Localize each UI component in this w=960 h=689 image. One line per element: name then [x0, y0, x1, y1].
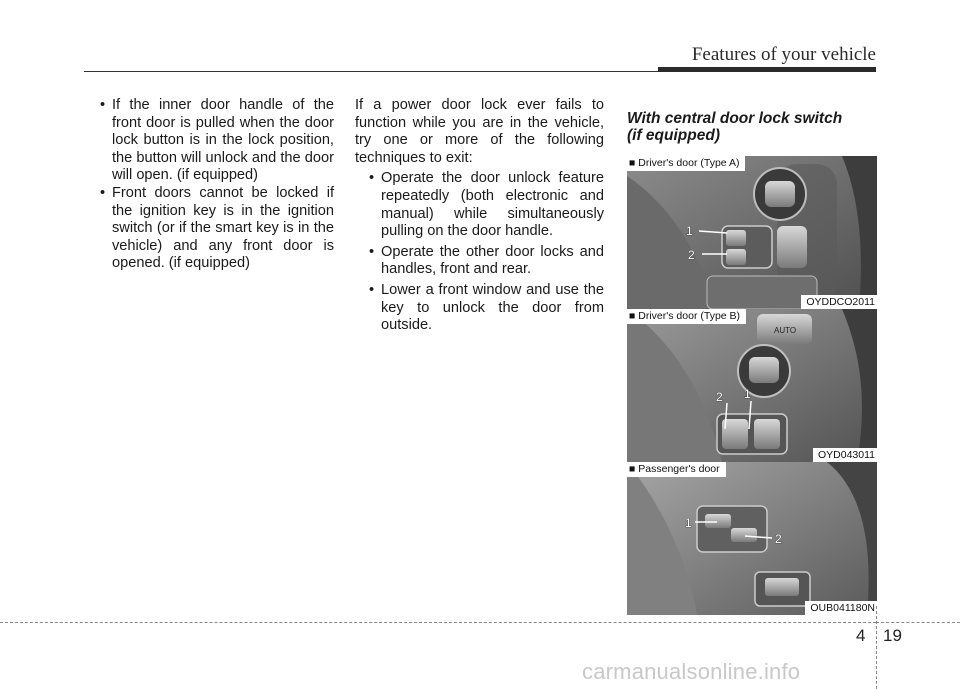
callout-number: 1: [744, 387, 751, 401]
bullet-text: Front doors cannot be locked if the ignition key is in the ignition switch (or if the smart key is in the vehicle) and any front door is opened. (if equipped): [112, 184, 334, 272]
page-number: 19: [883, 626, 902, 645]
figure-caption: ■ Passenger's door: [627, 462, 726, 477]
figure-code: OUB041180N: [805, 601, 877, 615]
figure-drivers-door-type-b: [627, 309, 877, 462]
auto-label: AUTO: [774, 326, 797, 335]
footer-rule: [876, 622, 960, 623]
bullet: •: [369, 170, 375, 187]
list-item: [355, 244, 604, 279]
intro-paragraph: If a power door lock ever fails to function while you are in the vehicle, try one or more of the following techniques to exit:: [355, 97, 604, 166]
section-heading-line: (if equipped): [627, 127, 720, 144]
header-rule: [84, 71, 658, 72]
bullet: •: [369, 243, 375, 260]
running-header: Features of your vehicle: [691, 44, 876, 65]
bullet: •: [100, 97, 106, 113]
middle-column: [355, 97, 604, 335]
bullet-text: Lower a front window and use the key to unlock the door from outside.: [381, 281, 604, 334]
list-item: [86, 97, 334, 185]
bullet: •: [369, 281, 375, 298]
callout-number: 1: [685, 516, 692, 530]
figure-code: OYDDCO2011: [801, 295, 877, 309]
figure-drivers-door-type-a: [627, 156, 877, 309]
door-panel-illustration: [627, 156, 877, 309]
figure-passengers-door: [627, 462, 877, 615]
chapter-number: 4: [856, 626, 866, 645]
header-bar: [658, 67, 876, 72]
left-column: [86, 97, 334, 273]
door-panel-illustration: [627, 309, 877, 462]
footer-divider: [876, 606, 877, 689]
bullet-text: If the inner door handle of the front door is pulled when the door lock button is in the lock position, the button will unlock and the door will open. (if equipped): [112, 97, 334, 184]
list-item: [86, 185, 334, 273]
callout-number: 2: [716, 390, 723, 404]
bullet-text: Operate the other door locks and handles, front and rear.: [381, 243, 604, 278]
section-heading-line: With central door lock switch: [627, 110, 843, 127]
bullet: •: [100, 184, 106, 201]
bullet-text: Operate the door unlock feature repeatedly (both electronic and manual) while simultaneously pulling on the door handle.: [381, 170, 604, 240]
footer-rule: [0, 622, 876, 623]
figure-caption: ■ Driver's door (Type A): [627, 156, 745, 171]
door-panel-illustration: [627, 462, 877, 615]
list-item: [355, 282, 604, 335]
section-heading: [627, 110, 877, 144]
figure-code: OYD043011: [813, 448, 877, 462]
callout-number: 2: [775, 532, 782, 546]
callout-number: 2: [688, 248, 695, 262]
callout-number: 1: [686, 224, 693, 238]
watermark: carmanualsonline.info: [582, 659, 801, 684]
list-item: [355, 170, 604, 240]
figure-caption: ■ Driver's door (Type B): [627, 309, 746, 324]
